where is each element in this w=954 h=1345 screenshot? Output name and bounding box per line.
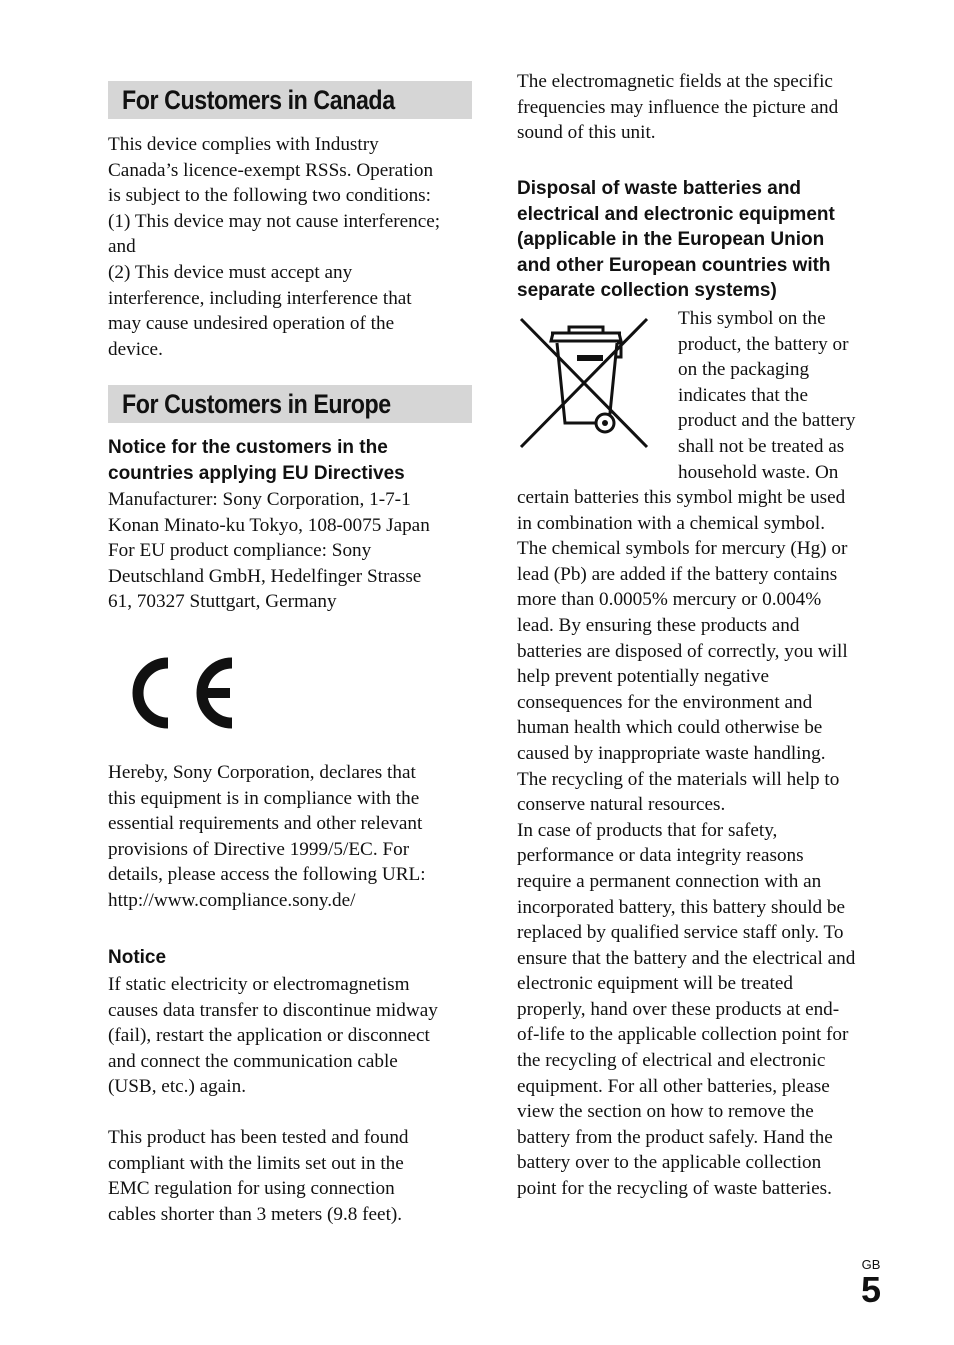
- em-fields-text: The electromagnetic fields at the specific frequencies may influence the picture and sound of this unit.: [517, 71, 839, 144]
- notice-body: If static electricity or electromagnetism causes data transfer to discontinue midway (fail), restart the application or disconnect and connect the communication cable (USB, etc.) again.: [108, 974, 438, 1098]
- manufacturer-info: Manufacturer: Sony Corporation, 1-7-1 Konan Minato-ku Tokyo, 108-0075 Japan For EU product compliance: Sony Deutschland GmbH, Hedelfinger Strasse 61, 70327 Stuttgart, Germany: [108, 489, 430, 613]
- language-code: GB: [861, 1257, 881, 1272]
- disposal-body: certain batteries this symbol might be used in combination with a chemical symbol. The chemical symbols for mercury (Hg) or lead (Pb) are added if the battery contains more than 0.0005% mercury or 0.004% lead. By ensuring these products and batteries are disposed of correctly, you will help prevent potentially negative consequences for the environment and human health which could otherwise be caused by inappropriate waste handling. The recycling of the materials will help to conserve natural resources. In case of products that for safety, performance or data integrity reasons require a permanent connection with an incorporated battery, this battery should be replaced by qualified service staff only. To ensure that the battery and the electrical and electronic equipment will be treated properly, hand over these products at end- of-life to the applicable collection point for the recycling of electrical and electronic equipment. For all other batteries, please view the section on how to remove the battery from the product safely. Hand the battery over to the applicable collection point for the recycling of waste batteries.: [517, 487, 856, 1200]
- section-title-europe-text: For Customers in Europe: [122, 389, 391, 419]
- eu-directives-heading: Notice for the customers in the countries applying EU Directives: [108, 437, 405, 484]
- section-title-canada: [108, 81, 472, 119]
- ce-mark-icon: [118, 650, 236, 736]
- symbol-description: This symbol on the product, the battery or on the packaging indicates that the product and the battery shall not be treated as household waste. On: [678, 308, 856, 483]
- section-title-europe: [108, 385, 472, 423]
- declaration-text: Hereby, Sony Corporation, declares that this equipment is in compliance with the essential requirements and other relevant provisions of Directive 1999/5/EC. For details, please access the following URL: http://www.compliance.sony.de/: [108, 762, 426, 911]
- crossed-out-wheelie-bin-icon: [517, 311, 652, 453]
- disposal-heading: Disposal of waste batteries and electrical and electronic equipment (applicable in the European Union and other European countries with separate collection systems): [517, 178, 835, 302]
- emc-body: This product has been tested and found compliant with the limits set out in the EMC regulation for using connection cables shorter than 3 meters (9.8 feet).: [108, 1127, 409, 1225]
- section-title-canada-text: For Customers in Canada: [122, 85, 395, 115]
- page-number: 5: [860, 1269, 882, 1310]
- notice-title: Notice: [108, 947, 167, 968]
- canada-body: This device complies with Industry Canada’s licence-exempt RSSs. Operation is subject to the following two conditions: (1) This device may not cause interference; and (2) This device must accept any interference, including interference that may cause undesired operation of the device.: [108, 134, 441, 360]
